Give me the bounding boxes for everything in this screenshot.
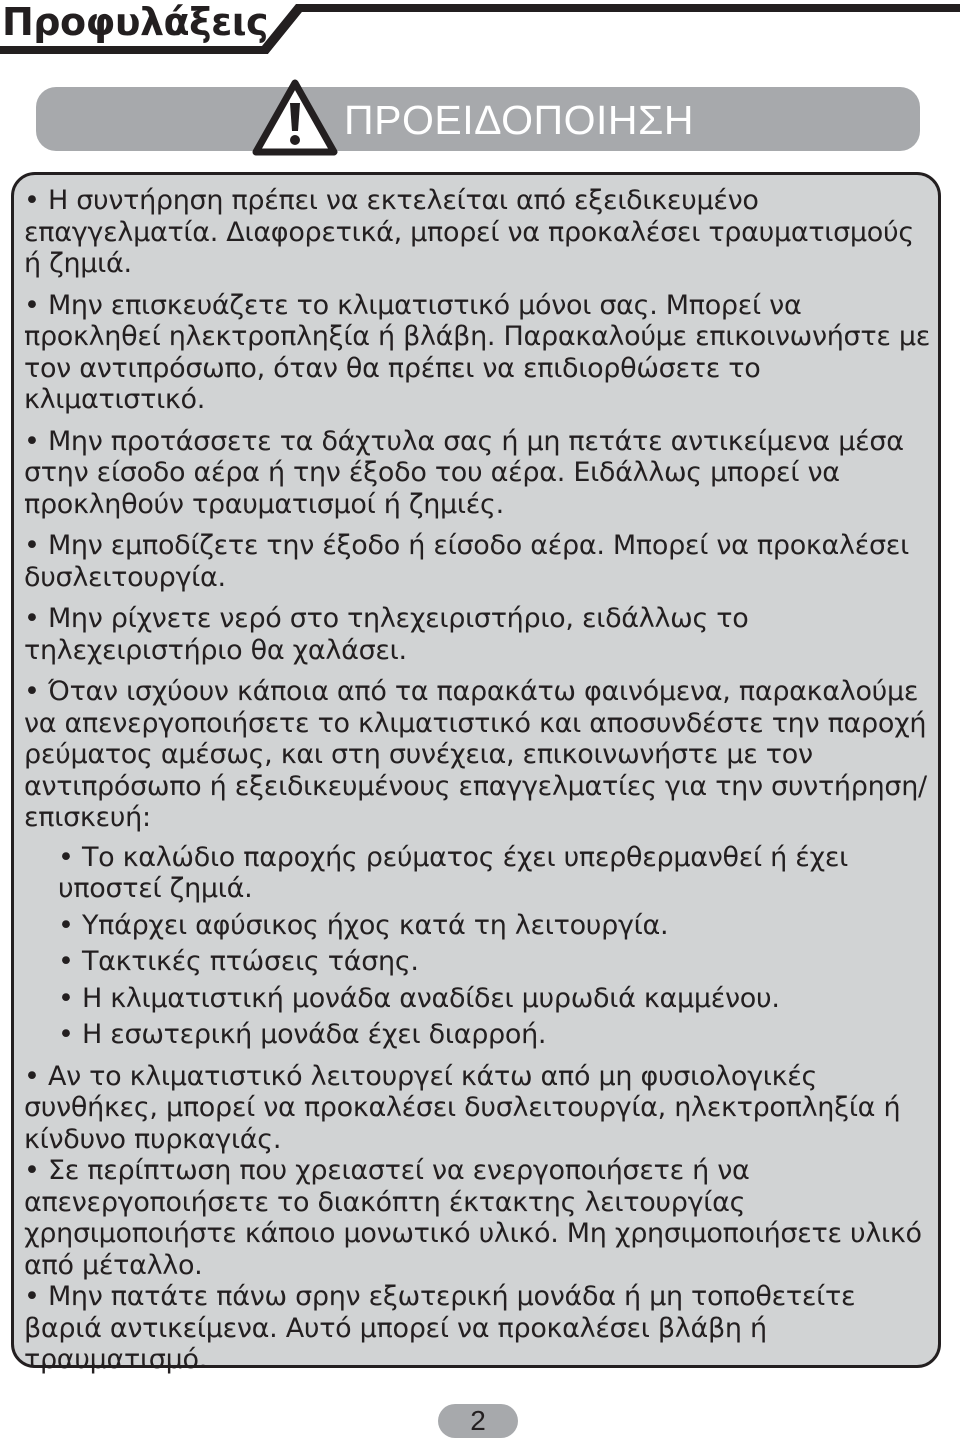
bullet-icon: • bbox=[24, 530, 40, 561]
bullet-icon: • bbox=[24, 289, 40, 321]
list-item: • Μην εμποδίζετε την έξοδο ή είσοδο αέρα. Μπορεί να προκαλέσει δυσλειτουργία. bbox=[24, 530, 909, 593]
bullet-icon: • bbox=[24, 603, 40, 634]
warning-triangle-icon bbox=[252, 79, 338, 157]
page-title: Προφυλάξεις bbox=[2, 0, 269, 44]
list-item: • Αν το κλιματιστικό λειτουργεί κάτω από μη φυσιολογικές συνθήκες, μπορεί να προκαλέσει δυσλειτουργία, ηλεκτροπληξία ή κίνδυνο πυρκαγιάς. bbox=[24, 1060, 901, 1155]
warning-label: ΠΡΟΕΙΔΟΠΟΙΗΣΗ bbox=[344, 97, 694, 143]
precautions-list bbox=[24, 185, 936, 1376]
bullet-icon: • bbox=[24, 425, 40, 457]
bullet-icon: • bbox=[58, 1019, 74, 1050]
bullet-icon: • bbox=[58, 841, 74, 873]
bullet-icon: • bbox=[58, 909, 74, 941]
list-item: • Μην πατάτε πάνω σρην εξωτερική μονάδα ή μη τοποθετείτε βαριά αντικείμενα. Αυτό μπορεί να προκαλέσει βλάβη ή τραυματισμό. bbox=[24, 1281, 856, 1375]
bullet-icon: • bbox=[24, 1155, 40, 1186]
bullet-icon: • bbox=[24, 676, 40, 707]
list-item-with-sublist: • Όταν ισχύουν κάποια από τα παρακάτω φαινόμενα, παρακαλούμε να απενεργοποιήσετε το κλιματιστικό και αποσυνδέστε την παροχή ρεύματος αμέσως, και στη συνέχεια, επικοινωνήστε με τον αντιπρόσωπο ή εξειδικευμένους επαγγελματίες για την συντήρηση/επισκευή: • Το καλώδιο παροχής ρεύματος έχει υπερθερμανθεί ή έχει υποστεί ζημιά. • Υπάρχει αφύσικος ήχος κατά τη λειτουργία. • Τακτικές πτώσεις τάσης. • Η κλιματιστική μονάδα αναδίδει μυρωδιά καμμένου. • Η εσωτερική μονάδα έχει διαρροή. bbox=[24, 676, 936, 1051]
list-item: • Η συντήρηση πρέπει να εκτελείται από εξειδικευμένο επαγγελματία. Διαφορετικά, μπορεί να προκαλέσει τραυματισμούς ή ζημιά. bbox=[24, 185, 914, 279]
page-number: 2 bbox=[438, 1404, 518, 1438]
page-header bbox=[0, 0, 960, 56]
bullet-icon: • bbox=[58, 982, 74, 1014]
bullet-icon: • bbox=[24, 185, 40, 216]
bullet-icon: • bbox=[58, 946, 74, 977]
bullet-icon: • bbox=[24, 1060, 40, 1092]
list-item: • Μην προτάσσετε τα δάχτυλα σας ή μη πετάτε αντικείμενα μέσα στην είσοδο αέρα ή την έξοδο του αέρα. Ειδάλλως μπορεί να προκληθούν τραυματισμοί ή ζημιές. bbox=[24, 425, 904, 520]
list-item: • Μην ρίχνετε νερό στο τηλεχειριστήριο, ειδάλλως το τηλεχειριστήριο θα χαλάσει. bbox=[24, 603, 749, 666]
sub-list-item: • Η κλιματιστική μονάδα αναδίδει μυρωδιά καμμένου. bbox=[58, 982, 780, 1014]
bullet-icon: • bbox=[24, 1281, 40, 1312]
sub-list-item: • Το καλώδιο παροχής ρεύματος έχει υπερθερμανθεί ή έχει υποστεί ζημιά. bbox=[58, 841, 848, 904]
precautions-box bbox=[11, 172, 941, 1375]
warning-banner bbox=[36, 87, 920, 151]
sub-list-item: • Υπάρχει αφύσικος ήχος κατά τη λειτουργία. bbox=[58, 909, 669, 941]
sub-list-item: • Τακτικές πτώσεις τάσης. bbox=[58, 946, 419, 977]
list-item: • Σε περίπτωση που χρειαστεί να ενεργοποιήσετε ή να απενεργοποιήσετε το διακόπτη έκτακτης λειτουργίας χρησιμοποιήστε κάποιο μονωτικό υλικό. Μη χρησιμοποιήσετε υλικό από μέταλλο. bbox=[24, 1155, 922, 1281]
sub-list-item: • Η εσωτερική μονάδα έχει διαρροή. bbox=[58, 1019, 547, 1050]
sub-list bbox=[58, 842, 936, 1051]
list-item: • Μην επισκευάζετε το κλιματιστικό μόνοι σας. Μπορεί να προκληθεί ηλεκτροπληξία ή βλάβη. Παρακαλούμε επικοινωνήστε με τον αντιπρόσωπο, όταν θα πρέπει να επιδιορθώσετε το κλιματιστικό. bbox=[24, 289, 931, 415]
